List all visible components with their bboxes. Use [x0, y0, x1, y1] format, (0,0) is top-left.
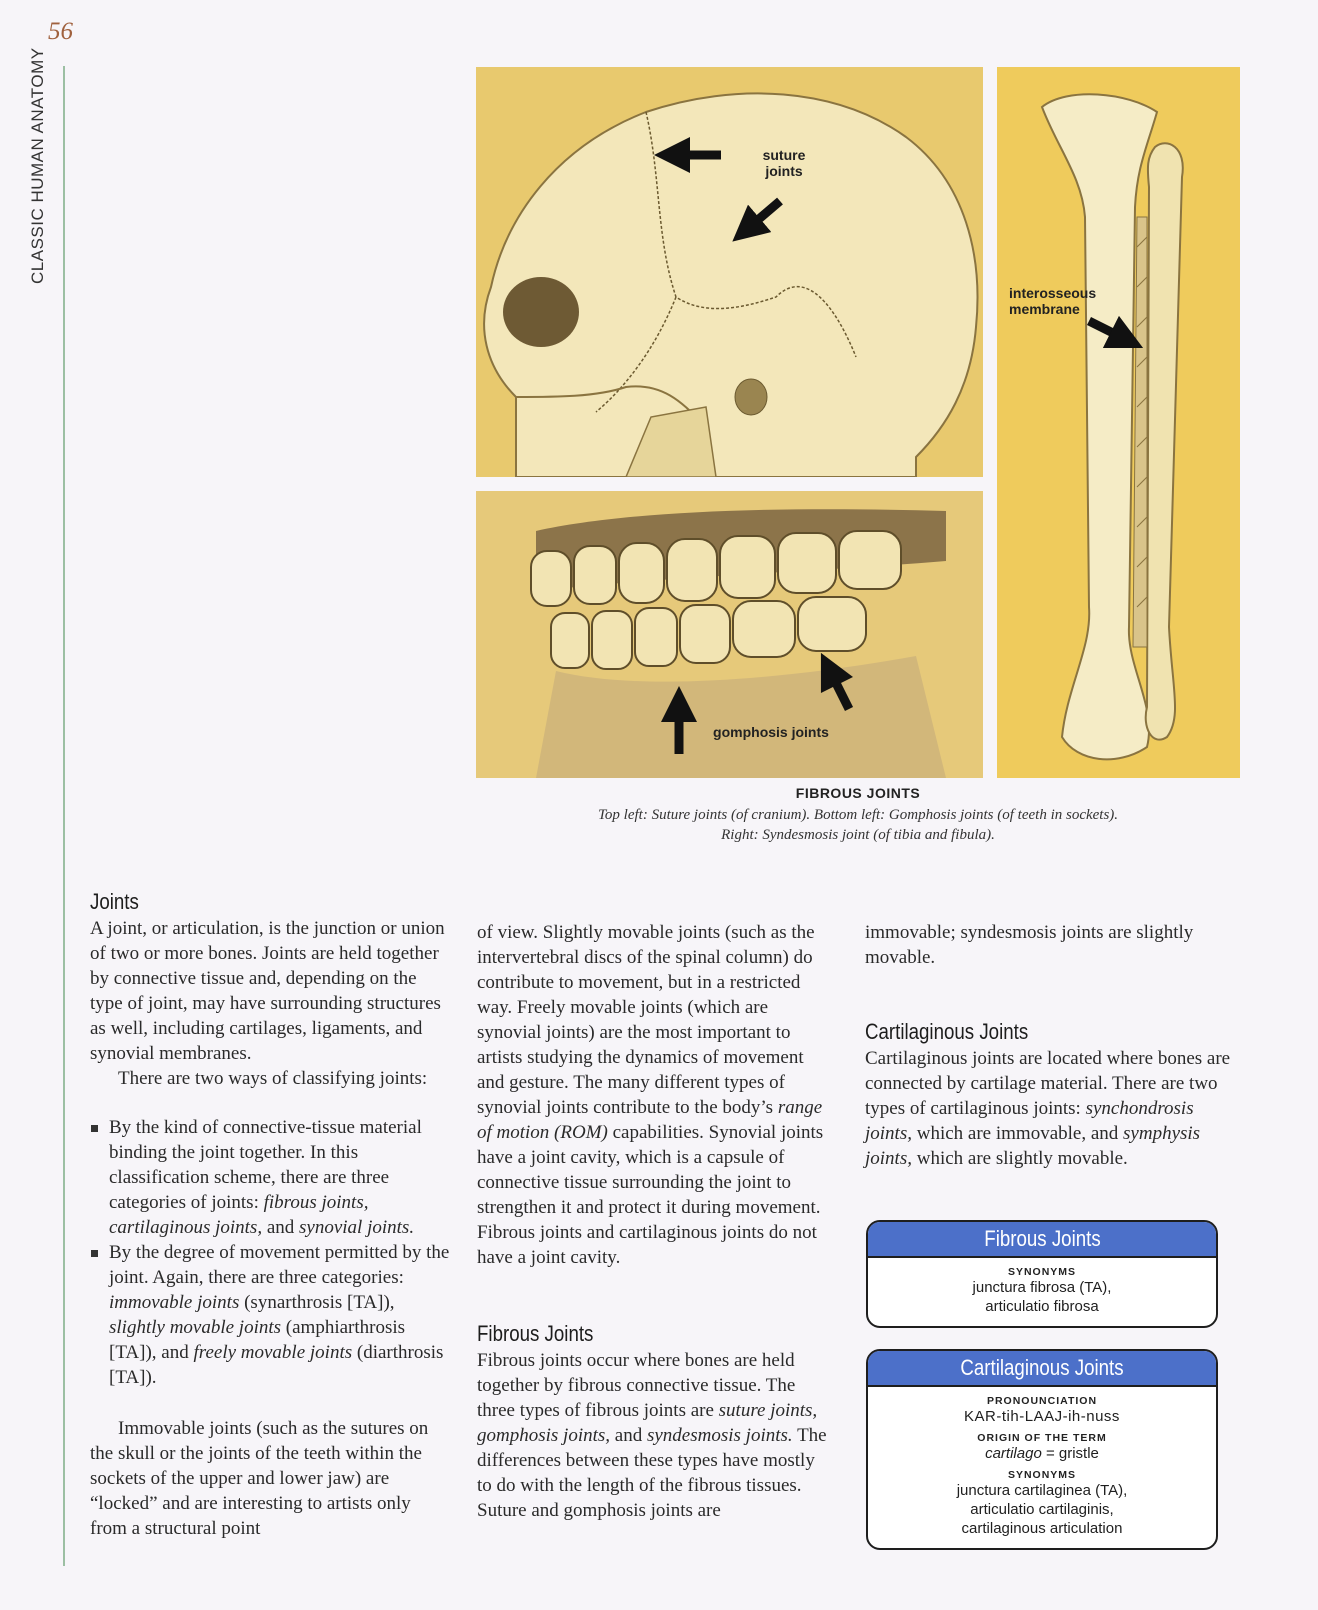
pronunciation-label: PRONOUNCIATION: [986, 1395, 1098, 1407]
synonyms-label: SYNONYMS: [1007, 1266, 1077, 1278]
running-head: CLASSIC HUMAN ANATOMY: [28, 47, 47, 284]
text-column-1: [90, 888, 450, 1541]
caption-title: FIBROUS JOINTS: [795, 785, 921, 801]
pronunciation: KAR-tih-LAAJ-ih-nuss: [964, 1408, 1120, 1425]
syndesmosis-paragraph: immovable; syndesmosis joints are slightly movable.: [865, 922, 1194, 968]
interosseous-membrane-label: interosseous membrane: [1009, 285, 1097, 317]
cartilaginous-joints-box: [866, 1349, 1218, 1550]
joints-intro-paragraph: A joint, or articulation, is the junction or union of two or more bones. Joints are held together by connective tissue and, depending on the type of joint, may have surrounding structures as well, including cartilages, ligaments, and synovial membranes.: [90, 918, 445, 1064]
teeth-illustration: [476, 491, 983, 778]
synonyms-label: SYNONYMS: [1007, 1469, 1077, 1481]
figure-caption: [476, 785, 1240, 845]
text-column-2: [477, 920, 832, 1523]
synonym: articulatio fibrosa: [985, 1298, 1099, 1315]
margin-rule: [63, 66, 65, 1566]
movable-joints-paragraph: of view. Slightly movable joints (such as the intervertebral discs of the spinal column) do contribute to movement, but in a restricted way. Freely movable joints (which are synovial joints) are the most important to artists studying the dynamics of movement and gesture. The many different types of synovial joints contribute to the body’s range of motion (ROM) capabilities. Synovial joints have a joint cavity, which is a capsule of connective tissue surrounding the joint to strengthen it and protect it during movement. Fibrous joints and cartilaginous joints do not have a joint cavity.: [477, 922, 824, 1268]
origin-value: cartilago = gristle: [985, 1445, 1099, 1462]
suture-joints-label: suture joints: [762, 147, 806, 179]
page-number: 56: [48, 18, 73, 45]
box-title: Cartilaginous Joints: [868, 1351, 1216, 1387]
cartilaginous-joints-heading: Cartilaginous Joints: [865, 1019, 1029, 1044]
fibrous-joints-box: [866, 1220, 1218, 1328]
joints-heading: Joints: [90, 889, 139, 914]
gomphosis-joints-label: gomphosis joints: [713, 724, 829, 740]
caption-line-2: Right: Syndesmosis joint (of tibia and fibula).: [721, 827, 995, 843]
list-item: By the kind of connective-tissue material binding the joint together. In this classification scheme, there are three categories of joints: fibrous joints, cartilaginous joints, and synovial joints.: [90, 1115, 450, 1240]
text-column-3: [865, 920, 1235, 1171]
tibia-fibula-illustration: [997, 67, 1240, 778]
synonym: junctura fibrosa (TA),: [972, 1279, 1112, 1296]
origin-label: ORIGIN OF THE TERM: [977, 1432, 1107, 1444]
immovable-joints-paragraph: Immovable joints (such as the sutures on the skull or the joints of the teeth within the sockets of the upper and lower jaw) are “locked” and are interesting to artists only from a structural point: [90, 1418, 429, 1539]
skull-illustration: [476, 67, 983, 477]
synonym: junctura cartilaginea (TA),: [956, 1482, 1128, 1499]
fibrous-joints-heading: Fibrous Joints: [477, 1321, 594, 1346]
caption-line-1: Top left: Suture joints (of cranium). Bottom left: Gomphosis joints (of teeth in sockets).: [597, 807, 1119, 823]
fibrous-joints-paragraph: Fibrous joints occur where bones are held together by fibrous connective tissue. The three types of fibrous joints are suture joints, gomphosis joints, and syndesmosis joints. The differences between these types have mostly to do with the length of the fibrous tissues. Suture and gomphosis joints are: [477, 1350, 827, 1521]
synonym: cartilaginous articulation: [961, 1520, 1123, 1537]
classification-list: [90, 1115, 450, 1390]
list-item: By the degree of movement permitted by the joint. Again, there are three categories: immovable joints (synarthrosis [TA]), slightly movable joints (amphiarthrosis [TA]), and freely movable joints (diarthrosis [TA]).: [90, 1240, 450, 1390]
box-title: Fibrous Joints: [868, 1222, 1216, 1258]
synonym: articulatio cartilaginis,: [970, 1501, 1114, 1518]
classification-intro: There are two ways of classifying joints:: [118, 1068, 428, 1089]
cartilaginous-joints-paragraph: Cartilaginous joints are located where bones are connected by cartilage material. There are two types of cartilaginous joints: synchondrosis joints, which are immovable, and symphysis joints, which are slightly movable.: [865, 1048, 1231, 1169]
